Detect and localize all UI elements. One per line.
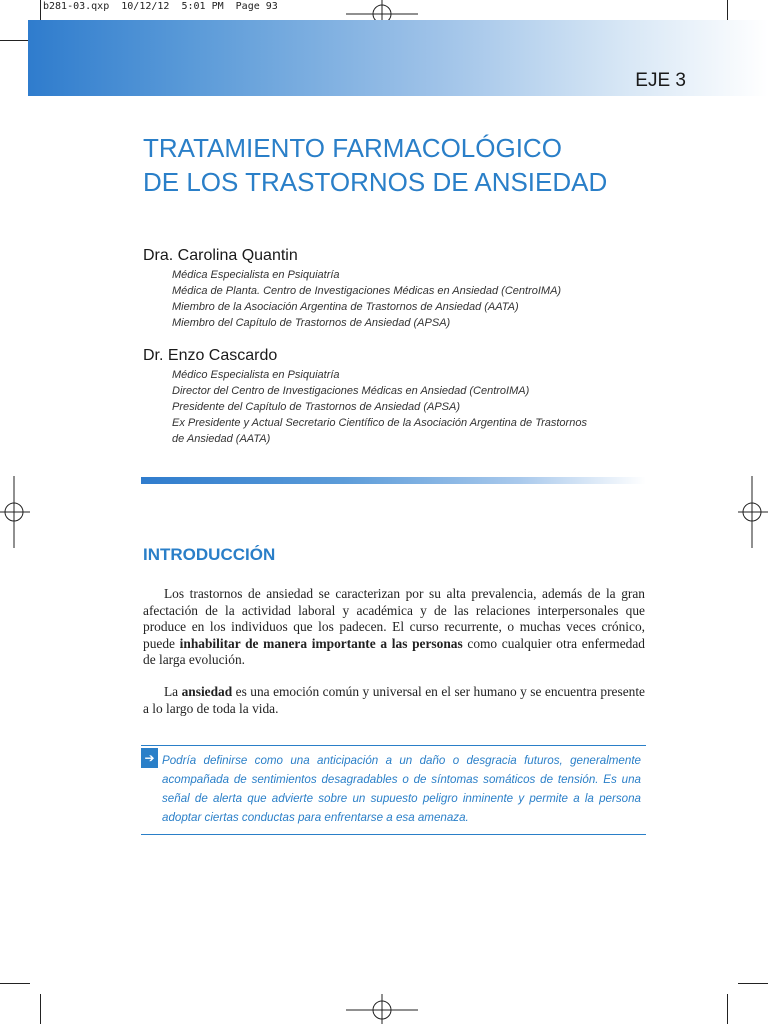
affiliation-line: Médica de Planta. Centro de Investigaciones Médicas en Ansiedad (CentroIMA) <box>172 285 562 297</box>
paragraph-text: como cualquier otra enfermedad de larga evolución. <box>143 635 645 668</box>
chapter-title-line-2: DE LOS TRASTORNOS DE ANSIEDAD <box>143 167 608 197</box>
chapter-title <box>143 131 607 199</box>
author-affiliations <box>172 267 642 331</box>
registration-mark-left <box>0 476 30 548</box>
paragraph-text: Los trastornos de ansiedad se caracterizan por su alta prevalencia, además de la gran afectación de la actividad laboral y académica y de las relaciones interpersonales que produce en los individuos que los padecen. El curso recurrente, o muchas veces crónico, puede <box>143 586 645 651</box>
affiliation-line: Médica Especialista en Psiquiatría <box>172 269 340 281</box>
chapter-title-line-1: TRATAMIENTO FARMACOLÓGICO <box>143 133 562 163</box>
callout-text: Podría definirse como una anticipación a un daño o desgracia futuros, generalmente acompañada de sentimientos desagradables o de síntomas somáticos de tensión. Es una señal de alerta que advierte sobre un supuesto peligro inminente y permite a la persona adoptar ciertas conductas para enfrentarse a esa amenaza. <box>162 754 641 824</box>
paragraph-emphasis: ansiedad <box>181 684 233 699</box>
section-divider <box>141 477 646 484</box>
section-label: EJE 3 <box>635 70 686 91</box>
paragraph-emphasis: inhabilitar de manera importante a las personas <box>179 635 463 651</box>
paragraph-text: es una emoción común y universal en el ser humano y se encuentra presente a lo largo de toda la vida. <box>143 684 645 716</box>
body-paragraph <box>143 586 645 669</box>
affiliation-line: Miembro de la Asociación Argentina de Trastornos de Ansiedad (AATA) <box>172 301 519 313</box>
print-slug: b281-03.qxp 10/12/12 5:01 PM Page 93 <box>43 1 278 12</box>
affiliation-line: de Ansiedad (AATA) <box>172 433 271 445</box>
section-heading: INTRODUCCIÓN <box>143 545 276 564</box>
crop-mark-bottom-right-v <box>727 994 728 1024</box>
crop-mark-bottom-left-v <box>40 994 41 1024</box>
body-paragraph <box>143 684 645 717</box>
affiliation-line: Ex Presidente y Actual Secretario Científico de la Asociación Argentina de Trastornos <box>172 417 587 429</box>
registration-mark-right <box>738 476 768 548</box>
crop-mark-top-left-h <box>0 40 30 41</box>
affiliation-line: Presidente del Capítulo de Trastornos de Ansiedad (APSA) <box>172 401 460 413</box>
author-name: Dr. Enzo Cascardo <box>143 347 278 364</box>
registration-mark-bottom <box>346 994 418 1024</box>
definition-callout <box>141 745 646 835</box>
paragraph-text: La <box>164 684 182 699</box>
affiliation-line: Médico Especialista en Psiquiatría <box>172 369 340 381</box>
author-name: Dra. Carolina Quantin <box>143 247 298 264</box>
crop-mark-bottom-left-h <box>0 983 30 984</box>
affiliation-line: Director del Centro de Investigaciones Médicas en Ansiedad (CentroIMA) <box>172 385 530 397</box>
arrow-right-icon: ➔ <box>141 748 158 768</box>
affiliation-line: Miembro del Capítulo de Trastornos de Ansiedad (APSA) <box>172 317 451 329</box>
author-affiliations <box>172 367 642 447</box>
crop-mark-bottom-right-h <box>738 983 768 984</box>
